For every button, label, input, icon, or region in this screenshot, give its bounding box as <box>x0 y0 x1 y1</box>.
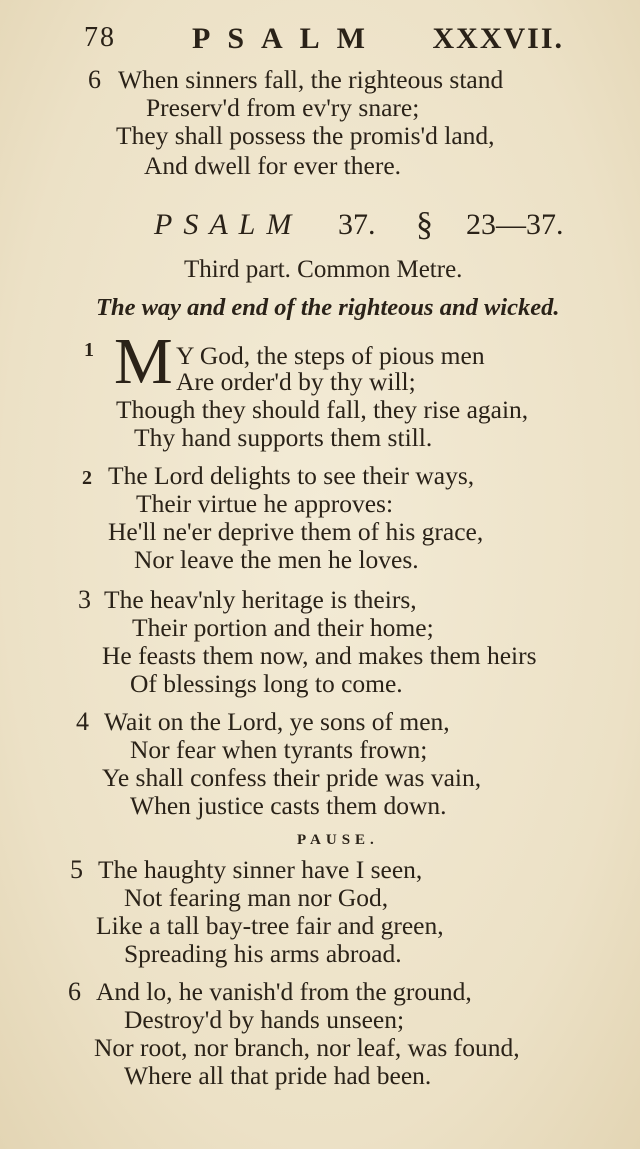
verse-line: Nor fear when tyrants frown; <box>130 735 428 764</box>
pause-marker: PAUSE. <box>297 832 379 848</box>
stanza-number: 1 <box>84 339 94 361</box>
drop-cap: M <box>114 325 173 398</box>
verse-line: They shall possess the promis'd land, <box>116 121 495 150</box>
verse-line: The heav'nly heritage is theirs, <box>104 585 417 614</box>
psalm-heading <box>154 208 594 248</box>
verse-line: Wait on the Lord, ye sons of men, <box>104 707 450 736</box>
verse-line: The haughty sinner have I seen, <box>98 855 423 884</box>
stanza-number: 6 <box>68 977 81 1006</box>
verse-line: When justice casts them down. <box>130 791 447 820</box>
verse-line: Though they should fall, they rise again, <box>116 395 529 424</box>
verse-line: Like a tall bay-tree fair and green, <box>96 911 444 940</box>
theme-line: The way and end of the righteous and wicked. <box>96 294 560 321</box>
verse-line: Thy hand supports them still. <box>134 423 433 452</box>
verse-line: And dwell for ever there. <box>144 151 402 180</box>
page-number: 78 <box>84 22 116 53</box>
stanza-number: 3 <box>78 585 91 614</box>
running-header <box>84 22 564 62</box>
verse-line: Nor leave the men he loves. <box>134 545 419 574</box>
verse-line: Spreading his arms abroad. <box>124 939 402 968</box>
subheading: Third part. Common Metre. <box>184 256 463 283</box>
verse-line: Where all that pride had been. <box>124 1061 432 1090</box>
verse-line: Preserv'd from ev'ry snare; <box>146 93 420 122</box>
psalm-number: XXXVII. <box>432 22 564 55</box>
stanza-number: 4 <box>76 707 89 736</box>
verse-line: When sinners fall, the righteous stand <box>118 65 504 94</box>
psalm-heading-word: PSALM <box>154 208 303 241</box>
running-title: PSALM <box>192 22 382 55</box>
verse-line: Of blessings long to come. <box>130 669 403 698</box>
stanza-number: 6 <box>88 65 101 94</box>
verse-line: Destroy'd by hands unseen; <box>124 1005 405 1034</box>
verse-line: He feasts them now, and makes them heirs <box>102 641 537 670</box>
section-mark: § <box>416 206 433 243</box>
verse-line: Their virtue he approves: <box>136 489 394 518</box>
stanza-number: 5 <box>70 855 83 884</box>
verse-line: Are order'd by thy will; <box>176 367 416 396</box>
verse-line: Y God, the steps of pious men <box>176 341 485 370</box>
verse-line: And lo, he vanish'd from the ground, <box>96 977 472 1006</box>
verse-line: Not fearing man nor God, <box>124 883 389 912</box>
verse-line: The Lord delights to see their ways, <box>108 461 475 490</box>
psalm-heading-number: 37. <box>338 208 376 241</box>
stanza-number: 2 <box>82 467 92 489</box>
verse-line: Nor root, nor branch, nor leaf, was found, <box>94 1033 520 1062</box>
verse-line: Their portion and their home; <box>132 613 434 642</box>
verse-line: He'll ne'er deprive them of his grace, <box>108 517 484 546</box>
verse-range: 23—37. <box>466 208 564 241</box>
verse-line: Ye shall confess their pride was vain, <box>102 763 482 792</box>
